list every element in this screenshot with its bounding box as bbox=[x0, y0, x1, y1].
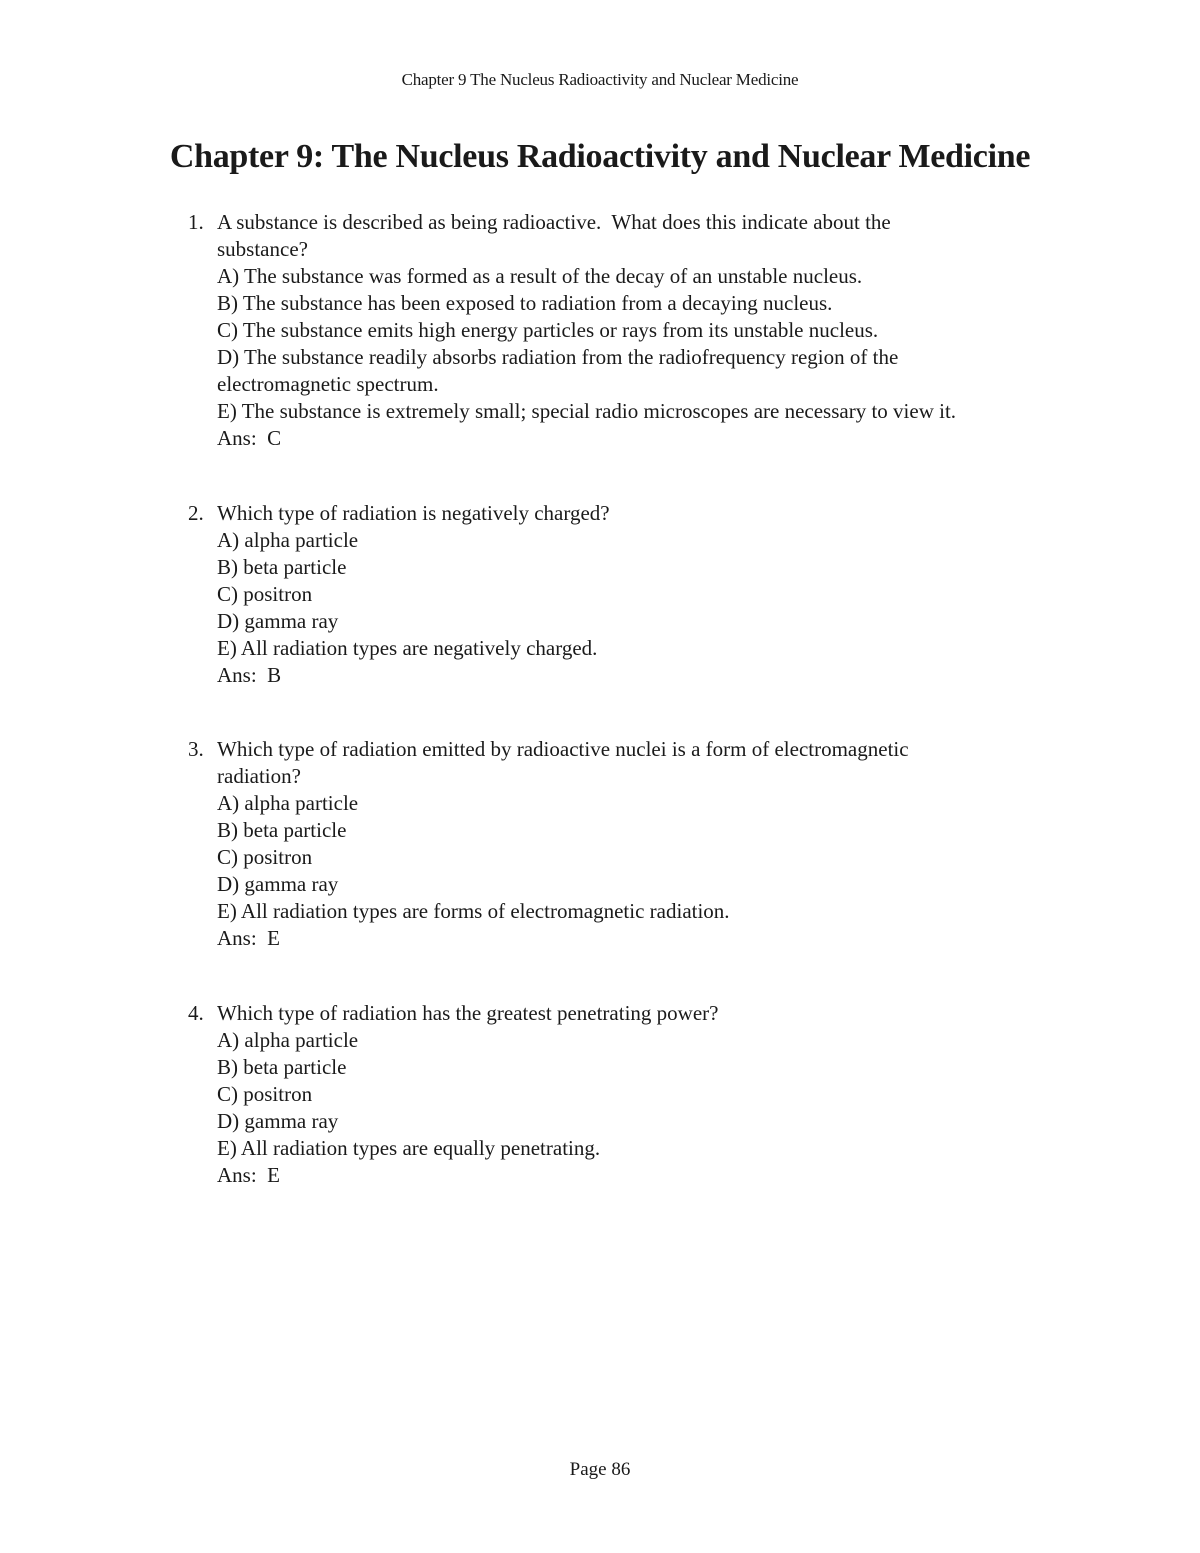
question-2 bbox=[188, 500, 1068, 689]
choice-b: B) The substance has been exposed to radiation from a decaying nucleus. bbox=[217, 291, 833, 315]
answer-key: Ans: E bbox=[217, 1163, 280, 1187]
page-title: Chapter 9: The Nucleus Radioactivity and Nuclear Medicine bbox=[169, 138, 1031, 175]
question-stem-line: radiation? bbox=[217, 764, 301, 788]
choice-c: C) The substance emits high energy particles or rays from its unstable nucleus. bbox=[217, 318, 879, 342]
question-number: 1. bbox=[188, 210, 204, 234]
page-number: Page 86 bbox=[569, 1459, 631, 1480]
choice-a: A) alpha particle bbox=[217, 1028, 359, 1052]
choice-c: C) positron bbox=[217, 845, 313, 869]
question-number: 3. bbox=[188, 737, 204, 761]
question-number: 2. bbox=[188, 501, 204, 525]
answer-key: Ans: B bbox=[217, 663, 282, 687]
question-1 bbox=[188, 209, 1068, 452]
question-stem-line: substance? bbox=[217, 237, 308, 261]
question-stem-line: Which type of radiation is negatively charged? bbox=[217, 501, 610, 525]
question-4 bbox=[188, 1000, 1068, 1189]
choice-b: B) beta particle bbox=[217, 1055, 347, 1079]
question-body bbox=[217, 209, 1068, 452]
question-stem-line: Which type of radiation emitted by radioactive nuclei is a form of electromagnetic bbox=[217, 737, 909, 761]
choice-c: C) positron bbox=[217, 582, 313, 606]
question-body bbox=[217, 500, 1068, 689]
question-stem-line: Which type of radiation has the greatest penetrating power? bbox=[217, 1001, 719, 1025]
choice-d: D) The substance readily absorbs radiation from the radiofrequency region of the bbox=[217, 345, 899, 369]
choice-b: B) beta particle bbox=[217, 555, 347, 579]
choice-a: A) alpha particle bbox=[217, 528, 359, 552]
choice-e: E) The substance is extremely small; special radio microscopes are necessary to view it. bbox=[217, 399, 957, 423]
choice-d: D) gamma ray bbox=[217, 1109, 339, 1133]
choice-e: E) All radiation types are negatively charged. bbox=[217, 636, 598, 660]
choice-a: A) The substance was formed as a result of the decay of an unstable nucleus. bbox=[217, 264, 863, 288]
choice-b: B) beta particle bbox=[217, 818, 347, 842]
choice-a: A) alpha particle bbox=[217, 791, 359, 815]
choice-d: D) gamma ray bbox=[217, 609, 339, 633]
question-3 bbox=[188, 736, 1068, 952]
question-body bbox=[217, 1000, 1068, 1189]
answer-key: Ans: C bbox=[217, 426, 282, 450]
choice-e: E) All radiation types are equally penetrating. bbox=[217, 1136, 601, 1160]
choice-d: D) gamma ray bbox=[217, 872, 339, 896]
choice-c: C) positron bbox=[217, 1082, 313, 1106]
choice-d-continued: electromagnetic spectrum. bbox=[217, 372, 439, 396]
question-body bbox=[217, 736, 1068, 952]
question-number: 4. bbox=[188, 1001, 204, 1025]
running-header: Chapter 9 The Nucleus Radioactivity and Nuclear Medicine bbox=[401, 70, 799, 89]
choice-e: E) All radiation types are forms of electromagnetic radiation. bbox=[217, 899, 730, 923]
answer-key: Ans: E bbox=[217, 926, 280, 950]
question-stem-line: A substance is described as being radioactive. What does this indicate about the bbox=[217, 210, 891, 234]
